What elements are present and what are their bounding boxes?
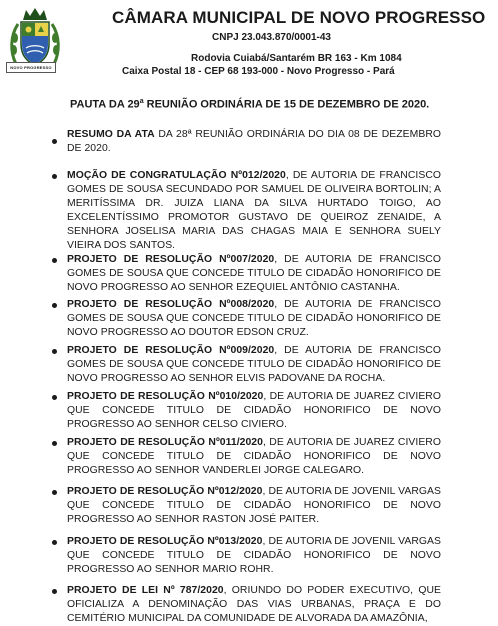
agenda-item-lead: MOÇÃO DE CONGRATULAÇÃO Nº012/2020 (67, 170, 286, 181)
logo-banner (6, 62, 56, 73)
agenda-item-body: DA 28ª REUNIÃO ORDINÁRIA DO DIA 08 DE DEZEMBRO DE 2020. (67, 129, 442, 154)
agenda-item-text (67, 344, 441, 386)
agenda-item-text (67, 535, 441, 577)
bullet-icon (52, 441, 57, 446)
title-part-2: REUNIÃO ORDINÁRIA DE 15 DE DEZEMBRO DE 2020. (143, 98, 430, 111)
agenda-item-lead: RESUMO DA ATA (67, 129, 155, 140)
agenda-item-body: , DE AUTORIA DE JUAREZ CIVIERO QUE CONCEDE TITULO DE CIDADÃO HONORIFICO DE NOVO PROGRESSO AO SENHOR CELSO CIVIERO. (67, 391, 441, 430)
agenda-item-body: , DE AUTORIA DE FRANCISCO GOMES DE SOUSA QUE CONCEDE TITULO DE CIDADÃO HONORIFICO DE NOVO PROGRESSO AO SENHOR EZEQUIEL ANTÔNIO CASTANHA. (67, 254, 441, 293)
bullet-icon (52, 174, 57, 179)
agenda-item-text (67, 298, 441, 340)
agenda-item-body: , DE AUTORIA DE JUAREZ CIVIERO QUE CONCEDE TITULO DE CIDADÃO HONORIFICO DE NOVO PROGRESSO AO SENHOR VANDERLEI JORGE CALEGARO. (67, 437, 441, 476)
agenda-item-body: , DE AUTORIA DE FRANCISCO GOMES DE SOUSA SECUNDADO POR SAMUEL DE OLIVEIRA BORTOLIN; A MERITÍSSIMA DR. JUIZA LIANA DA SILVA HURTADO TOIGO, AO EXCELENTÍSSIMO PROMOTOR GUSTAVO DE QUEIROZ ZENAIDE, A SENHORA JOSELISA MARIA DAS CHAGAS MAIA E SENHORA SUELY VIEIRA DOS SANTOS. (67, 170, 441, 251)
agenda-item-body: , DE AUTORIA DE FRANCISCO GOMES DE SOUSA QUE CONCEDE TITULO DE CIDADÃO HONORIFICO DE NOVO PROGRESSO AO DOUTOR EDSON CRUZ. (67, 299, 441, 338)
agenda-item-body: , ORIUNDO DO PODER EXECUTIVO, QUE OFICIALIZA A DENOMINAÇÃO DAS VIAS URBANAS, PRAÇA E DO CEMITÉRIO MUNICIPAL DA COMUNIDADE DE ALVORADA DA AMAZÔNIA, (67, 585, 441, 624)
agenda-item-text (67, 584, 441, 626)
agenda-item-text (67, 253, 441, 295)
bullet-icon (52, 349, 57, 354)
bullet-icon (52, 490, 57, 495)
agenda-item-lead: PROJETO DE RESOLUÇÃO Nº010/2020 (67, 391, 264, 402)
org-name: CÂMARA MUNICIPAL DE NOVO PROGRESSO (112, 8, 486, 27)
agenda-item-text (67, 169, 441, 253)
agenda-item-text (67, 128, 441, 156)
agenda-item-body: , DE AUTORIA DE JOVENIL VARGAS QUE CONCEDE TITULO DE CIDADÃO HONORIFICO DE NOVO PROGRESSO AO SENHOR MARIO ROHR. (67, 536, 442, 575)
agenda-item-text (67, 436, 441, 478)
agenda-item-body: , DE AUTORIA DE JOVENIL VARGAS QUE CONCEDE TITULO DE CIDADÃO HONORIFICO DE NOVO PROGRESSO AO SENHOR RASTON JOSÉ PAITER. (67, 486, 442, 525)
agenda-item-lead: PROJETO DE RESOLUÇÃO Nº013/2020 (67, 536, 263, 547)
agenda-item-lead: PROJETO DE RESOLUÇÃO Nº011/2020 (67, 437, 263, 448)
document-title (70, 98, 470, 111)
agenda-item-lead: PROJETO DE RESOLUÇÃO Nº012/2020 (67, 486, 263, 497)
agenda-item-lead: PROJETO DE LEI Nº 787/2020 (67, 585, 224, 596)
bullet-icon (52, 139, 57, 144)
letterhead (0, 0, 498, 86)
bullet-icon (52, 258, 57, 263)
cnpj: CNPJ 23.043.870/0001-43 (212, 32, 331, 43)
agenda-item-lead: PROJETO DE RESOLUÇÃO Nº009/2020 (67, 345, 275, 356)
bullet-icon (52, 303, 57, 308)
agenda-item-lead: PROJETO DE RESOLUÇÃO Nº007/2020 (67, 254, 275, 265)
title-part-1: PAUTA DA 29 (70, 98, 140, 111)
bullet-icon (52, 540, 57, 545)
logo-banner-text: NOVO PROGRESSO (10, 65, 52, 70)
agenda-item-text (67, 485, 441, 527)
address-line-2: Caixa Postal 18 - CEP 68 193-000 - Novo Progresso - Pará (122, 66, 395, 77)
address-line-1: Rodovia Cuiabá/Santarém BR 163 - Km 1084 (191, 53, 402, 64)
bullet-icon (52, 589, 57, 594)
agenda-item-lead: PROJETO DE RESOLUÇÃO Nº008/2020 (67, 299, 275, 310)
title-ordinal: a (139, 98, 144, 105)
bullet-icon (52, 395, 57, 400)
agenda-item-body: , DE AUTORIA DE FRANCISCO GOMES DE SOUSA QUE CONCEDE TITULO DE CIDADÃO HONORIFICO DE NOVO PROGRESSO AO SENHOR ELVIS PADOVANE DA ROCHA. (67, 345, 441, 384)
agenda-item-text (67, 390, 441, 432)
